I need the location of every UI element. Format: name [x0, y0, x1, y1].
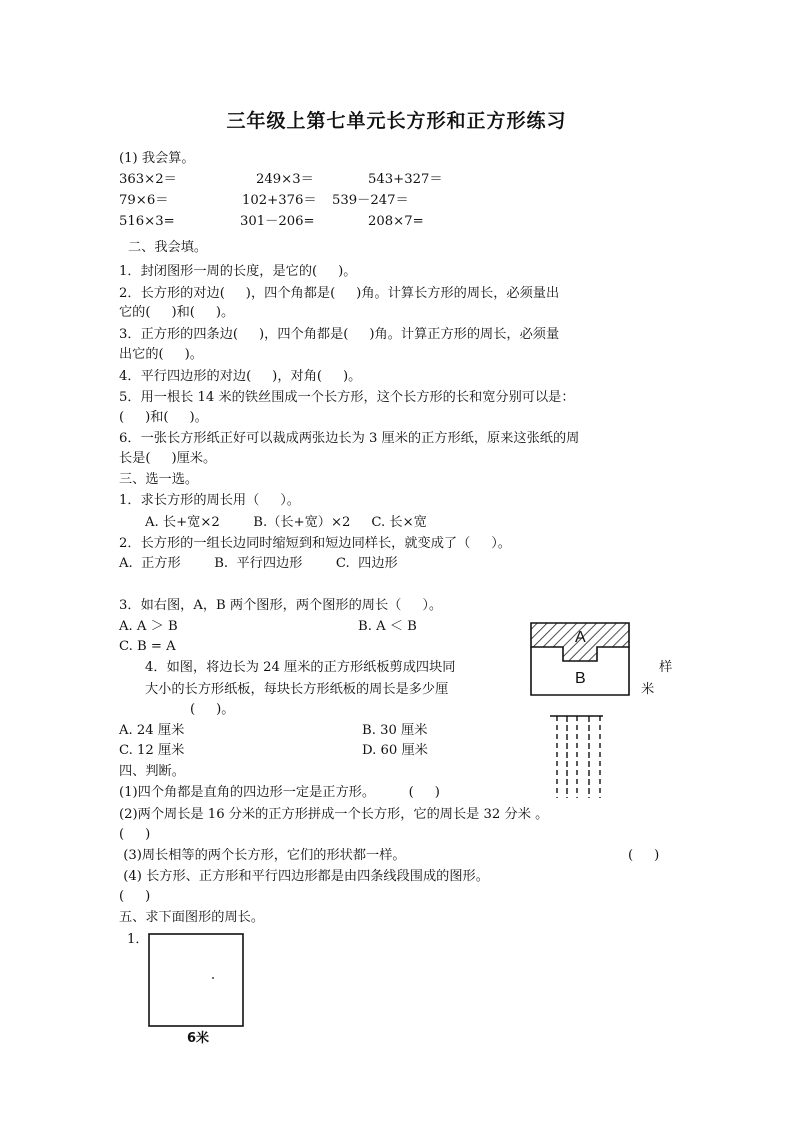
choice-question: 大小的长方形纸板，每块长方形纸板的周长是多少厘 [145, 682, 449, 697]
calc-item: 301－206= [240, 214, 315, 229]
calc-item: 102+376＝ [242, 193, 317, 208]
fill-line: 3．正方形的四条边( )，四个角都是( )角。计算正方形的周长，必须量 [119, 327, 560, 342]
section4-heading: 四、判断。 [119, 764, 185, 779]
figure-cut-square [545, 712, 605, 802]
choice-option: A. A ＞ B [119, 619, 178, 634]
figure-ab [525, 615, 635, 703]
calc-item: 208×7= [368, 214, 424, 229]
fill-line: 4．平行四边形的对边( )，对角( )。 [119, 369, 362, 384]
choice-option: D. 60 厘米 [362, 743, 428, 758]
calc-item: 363×2＝ [119, 172, 177, 187]
judge-line: ( ) [119, 827, 151, 842]
choice-question: 4．如图，将边长为 24 厘米的正方形纸板剪成四块同 [145, 660, 456, 675]
choice-question: 3．如右图，A，B 两个图形，两个图形的周长（ ）。 [119, 598, 443, 613]
choice-options: A. 正方形 B. 平行四边形 C. 四边形 [119, 556, 398, 571]
calc-item: 79×6＝ [119, 193, 169, 208]
calc-item: 539－247＝ [332, 193, 409, 208]
choice-question: 2．长方形的一组长边同时缩短到和短边同样长，就变成了（ ）。 [119, 536, 511, 551]
page-title: 三年级上第七单元长方形和正方形练习 [226, 110, 567, 132]
choice-question: ( )。 [190, 702, 235, 717]
choice-option: B. 30 厘米 [362, 723, 428, 738]
calc-item: 543+327＝ [368, 172, 443, 187]
choice-question: 1．求长方形的周长用（ ）。 [119, 493, 300, 508]
label-b: B [575, 670, 586, 687]
fill-line: ( )和( )。 [119, 410, 208, 425]
calc-item: 249×3＝ [256, 172, 314, 187]
choice-option: B. A ＜ B [358, 619, 417, 634]
judge-line: (4) 长方形、正方形和平行四边形都是由四条线段围成的图形。 [119, 869, 489, 884]
side-length-label: 6米 [187, 1031, 210, 1046]
judge-line: ( ) [119, 889, 151, 904]
fill-line: 6．一张长方形纸正好可以裁成两张边长为 3 厘米的正方形纸，原来这张纸的周 [119, 431, 580, 446]
judge-line: (3)周长相等的两个长方形，它们的形状都一样。 [119, 848, 406, 863]
fill-line: 1．封闭图形一周的长度，是它的( )。 [119, 264, 357, 279]
choice-question: 样 [659, 660, 673, 675]
fill-line: 出它的( )。 [119, 347, 203, 362]
fill-line: 5．用一根长 14 米的铁丝围成一个长方形，这个长方形的长和宽分别可以是： [119, 390, 575, 405]
choice-option: C. B = A [119, 639, 176, 654]
fill-line: 它的( )和( )。 [119, 305, 235, 320]
section2-heading: 二、我会填。 [128, 240, 208, 255]
judge-line: (1)四个角都是直角的四边形一定是正方形。 ( ) [119, 785, 440, 800]
fill-line: 2．长方形的对边( )，四个角都是( )角。计算长方形的周长，必须量出 [119, 286, 560, 301]
choice-option: A. 24 厘米 [119, 723, 185, 738]
fill-line: 长是( )厘米。 [119, 451, 217, 466]
square-figure [147, 932, 247, 1032]
calc-item: 516×3= [119, 214, 175, 229]
choice-question: 米 [641, 682, 655, 697]
judge-line: (2)两个周长是 16 分米的正方形拼成一个长方形，它的周长是 32 分米 。 [119, 807, 549, 822]
choice-option: C. 12 厘米 [119, 743, 185, 758]
label-a: A [575, 629, 586, 646]
section1-heading: (1) 我会算。 [119, 151, 195, 166]
choice-options: A. 长+宽×2 B.（长+宽）×2 C. 长×宽 [145, 515, 427, 530]
section5-heading: 五、求下面图形的周长。 [119, 910, 265, 925]
section3-heading: 三、选一选。 [119, 472, 199, 487]
judge-line: ( ) [628, 848, 660, 863]
item-number: 1． [127, 932, 149, 947]
